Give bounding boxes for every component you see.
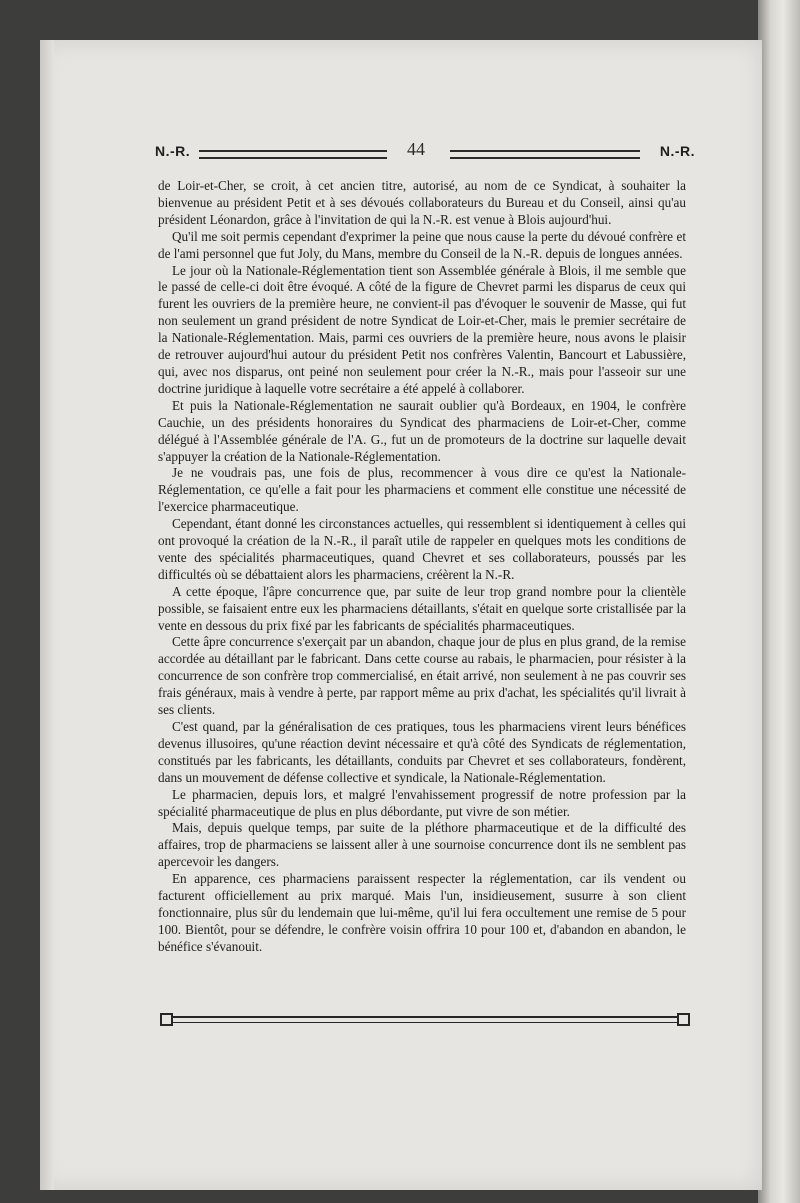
header-mark-right: N.-R. (659, 143, 695, 159)
page-number: 44 (407, 139, 425, 159)
paragraph: Je ne voudrais pas, une fois de plus, recommencer à vous dire ce qu'est la Nationale-Réglementation, ce qu'elle a fait pour les pharmaciens et comment elle constitue une nécessité de l'exercice pharmaceutique. (158, 465, 686, 515)
paragraph: A cette époque, l'âpre concurrence que, par suite de leur trop grand nombre pour la clientèle possible, se faisaient entre eux les pharmaciens détaillants, s'était en quelque sorte cristallisée par la vente en dessous du prix fixé par les fabricants de spécialités pharmaceutiques. (158, 583, 686, 633)
footer-ornament-box-left (160, 1013, 173, 1026)
paragraph: Et puis la Nationale-Réglementation ne saurait oublier qu'à Bordeaux, en 1904, le confrère Cauchie, un des présidents honoraires du Syndicat des pharmaciens de Loir-et-Cher, comme délégué à l'Assemblée générale de l'A. G., fut un de promoteurs de la doctrine sur laquelle devait s'appuyer la création de la Nationale-Réglementation. (158, 397, 686, 464)
header-rule-right (450, 150, 640, 159)
paragraph: Le pharmacien, depuis lors, et malgré l'envahissement progressif de notre profession par la spécialité pharmaceutique de plus en plus débordante, put vivre de son métier. (158, 786, 686, 819)
header-rule-left (199, 150, 387, 159)
page-binding-edge (40, 40, 54, 1190)
footer-ornament-box-right (677, 1013, 690, 1026)
paragraph: Le jour où la Nationale-Réglementation tient son Assemblée générale à Blois, il me semble que le passé de celle-ci doit être évoqué. A côté de la figure de Chevret parmi les disparus de ceux qui furent les ouvriers de la première heure, ne convient-il pas d'évoquer le souvenir de Masse, qui fut non seulement un grand président de notre Syndicat de Loir-et-Cher, mais le premier secrétaire de la Nationale-Réglementation. Mais, parmi ces ouvriers de la première heure, nous avons le plaisir de retrouver aujourd'hui autour du président Petit nos confrères Valentin, Bancourt et Labussière, qui, avec nos disparus, ont peiné non seulement pour créer la N.-R., mais pour l'asseoir sur une doctrine juridique à laquelle votre secrétaire a été appelé à collaborer. (158, 262, 686, 396)
footer-ornament-rule (173, 1016, 677, 1023)
running-header (155, 141, 695, 167)
paragraph: Qu'il me soit permis cependant d'exprimer la peine que nous cause la perte du dévoué confrère et de l'ami personnel que fut Joly, du Mans, membre du Conseil de la N.-R. depuis de longues années. (158, 228, 686, 261)
adjacent-page-edge (758, 0, 800, 1203)
paragraph: de Loir-et-Cher, se croit, à cet ancien titre, autorisé, au nom de ce Syndicat, à souhaiter la bienvenue au président Petit et à ses dévoués collaborateurs du Bureau et du Conseil, ainsi qu'au président Léonardon, grâce à l'invitation de qui la N.-R. est venue à Blois aujourd'hui. (158, 178, 686, 227)
paragraph: Cette âpre concurrence s'exerçait par un abandon, chaque jour de plus en plus grand, de la remise accordée au détaillant par le fabricant. Dans cette course au rabais, le pharmacien, pour résister à la concurrence de son confrère trop commercialisé, en était arrivé, non seulement à ne pas couvrir ses frais généraux, mais à vendre à perte, par rapport même au prix d'achat, les spécialités qu'il livrait à ses clients. (158, 634, 686, 718)
paragraph: En apparence, ces pharmaciens paraissent respecter la réglementation, car ils vendent ou facturent officiellement au prix marqué. Mais l'un, insidieusement, susurre à son client fonctionnaire, plus sûr du lendemain que lui-même, qu'il lui fera occultement une remise de 5 pour 100. Bientôt, pour se défendre, le confrère voisin offrira 10 pour 100 et, d'abandon en abandon, le bénéfice s'évanouit. (158, 871, 686, 954)
footer-ornament (160, 1013, 690, 1027)
paragraph: Mais, depuis quelque temps, par suite de la pléthore pharmaceutique et de la difficulté des affaires, trop de pharmaciens se laissent aller à une sournoise concurrence dont ils ne semblent pas apercevoir les dangers. (158, 820, 686, 870)
body-text (158, 178, 686, 956)
paragraph: C'est quand, par la généralisation de ces pratiques, tous les pharmaciens virent leurs bénéfices devenus illusoires, qu'une réaction devint nécessaire et qu'à côté des Syndicats de réglementation, constitués par les fabricants, les détaillants, conduits par Chevret et ses collaborateurs, fondèrent, dans un mouvement de défense collective et syndicale, la Nationale-Réglementation. (158, 719, 686, 785)
header-mark-left: N.-R. (155, 143, 191, 159)
paragraph: Cependant, étant donné les circonstances actuelles, qui ressemblent si identiquement à celles qui ont provoqué la création de la N.-R., il paraît utile de rappeler en quelques mots les conditions de vente des spécialités pharmaceutiques, quand Chevret et ses collaborateurs, poussés par les difficultés où se débattaient alors les pharmaciens, créèrent la N.-R. (158, 516, 686, 582)
